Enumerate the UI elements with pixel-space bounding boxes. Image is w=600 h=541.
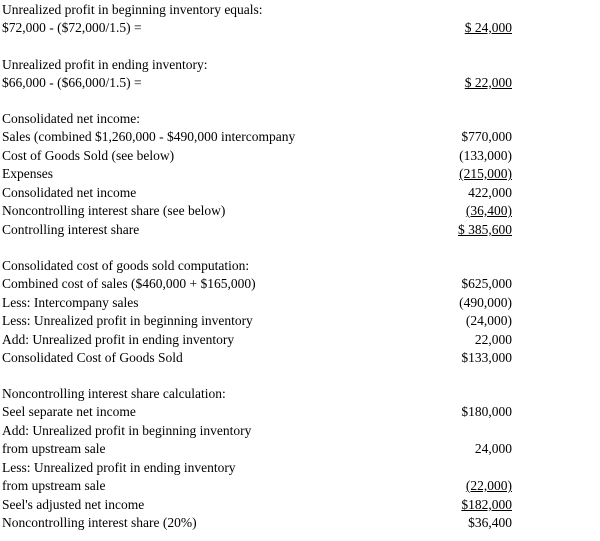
line-label: from upstream sale xyxy=(2,441,106,456)
text-line xyxy=(2,109,512,128)
line-amount: $133,000 xyxy=(461,350,512,365)
line-label: Consolidated net income: xyxy=(2,111,140,126)
line-label: Add: Unrealized profit in beginning inventory xyxy=(2,423,252,438)
line-label: Seel separate net income xyxy=(2,404,136,419)
text-line xyxy=(2,421,512,440)
line-label: Expenses xyxy=(2,166,53,181)
line-label: Controlling interest share xyxy=(2,222,140,237)
text-line xyxy=(2,183,512,202)
line-amount: $ 24,000 xyxy=(464,20,512,35)
line-label: Less: Unrealized profit in ending inventory xyxy=(2,460,236,475)
text-line xyxy=(2,0,512,19)
line-amount: $36,400 xyxy=(468,515,512,530)
text-line xyxy=(2,458,512,477)
text-line xyxy=(2,402,512,421)
text-line xyxy=(2,274,512,293)
text-line xyxy=(2,311,512,330)
line-amount: $770,000 xyxy=(461,129,512,144)
line-label: Less: Intercompany sales xyxy=(2,295,139,310)
line-amount: 24,000 xyxy=(474,441,512,456)
line-amount: 22,000 xyxy=(474,332,512,347)
line-label: Consolidated net income xyxy=(2,185,137,200)
text-line xyxy=(2,495,512,514)
text-line xyxy=(2,146,512,165)
line-label: from upstream sale xyxy=(2,478,106,493)
text-line xyxy=(2,164,512,183)
text-line xyxy=(2,439,512,458)
text-line xyxy=(2,220,512,239)
line-amount: (490,000) xyxy=(459,295,512,310)
line-label: Noncontrolling interest share (20%) xyxy=(2,515,197,530)
text-line xyxy=(2,73,512,92)
line-label: Seel's adjusted net income xyxy=(2,497,145,512)
line-label: Sales (combined $1,260,000 - $490,000 intercompany xyxy=(2,129,296,144)
line-amount: 422,000 xyxy=(468,185,512,200)
line-amount: (36,400) xyxy=(465,203,512,218)
text-line xyxy=(2,293,512,312)
text-line xyxy=(2,55,512,74)
line-label: Unrealized profit in ending inventory: xyxy=(2,57,208,72)
text-line xyxy=(2,476,512,495)
text-line xyxy=(2,18,512,37)
line-label: Consolidated Cost of Goods Sold xyxy=(2,350,183,365)
line-label: Unrealized profit in beginning inventory equals: xyxy=(2,2,263,17)
line-label: Add: Unrealized profit in ending inventory xyxy=(2,332,235,347)
text-line xyxy=(2,127,512,146)
text-line xyxy=(2,201,512,220)
text-line xyxy=(2,256,512,275)
line-label: Consolidated cost of goods sold computation: xyxy=(2,258,250,273)
line-label: Less: Unrealized profit in beginning inventory xyxy=(2,313,253,328)
text-line xyxy=(2,348,512,367)
line-amount: (22,000) xyxy=(465,478,512,493)
line-label: $72,000 - ($72,000/1.5) = xyxy=(2,20,142,35)
line-label: $66,000 - ($66,000/1.5) = xyxy=(2,75,142,90)
line-label: Combined cost of sales ($460,000 + $165,000) xyxy=(2,276,256,291)
line-amount: (215,000) xyxy=(459,166,512,181)
text-line xyxy=(2,513,512,532)
line-amount: (24,000) xyxy=(465,313,512,328)
line-label: Noncontrolling interest share (see below) xyxy=(2,203,226,218)
line-label: Cost of Goods Sold (see below) xyxy=(2,148,175,163)
line-amount: $ 22,000 xyxy=(464,75,512,90)
line-amount: (133,000) xyxy=(459,148,512,163)
line-amount: $182,000 xyxy=(461,497,512,512)
line-label: Noncontrolling interest share calculation: xyxy=(2,386,226,401)
line-amount: $ 385,600 xyxy=(458,222,512,237)
line-amount: $625,000 xyxy=(461,276,512,291)
text-line xyxy=(2,330,512,349)
text-line xyxy=(2,384,512,403)
line-amount: $180,000 xyxy=(461,404,512,419)
